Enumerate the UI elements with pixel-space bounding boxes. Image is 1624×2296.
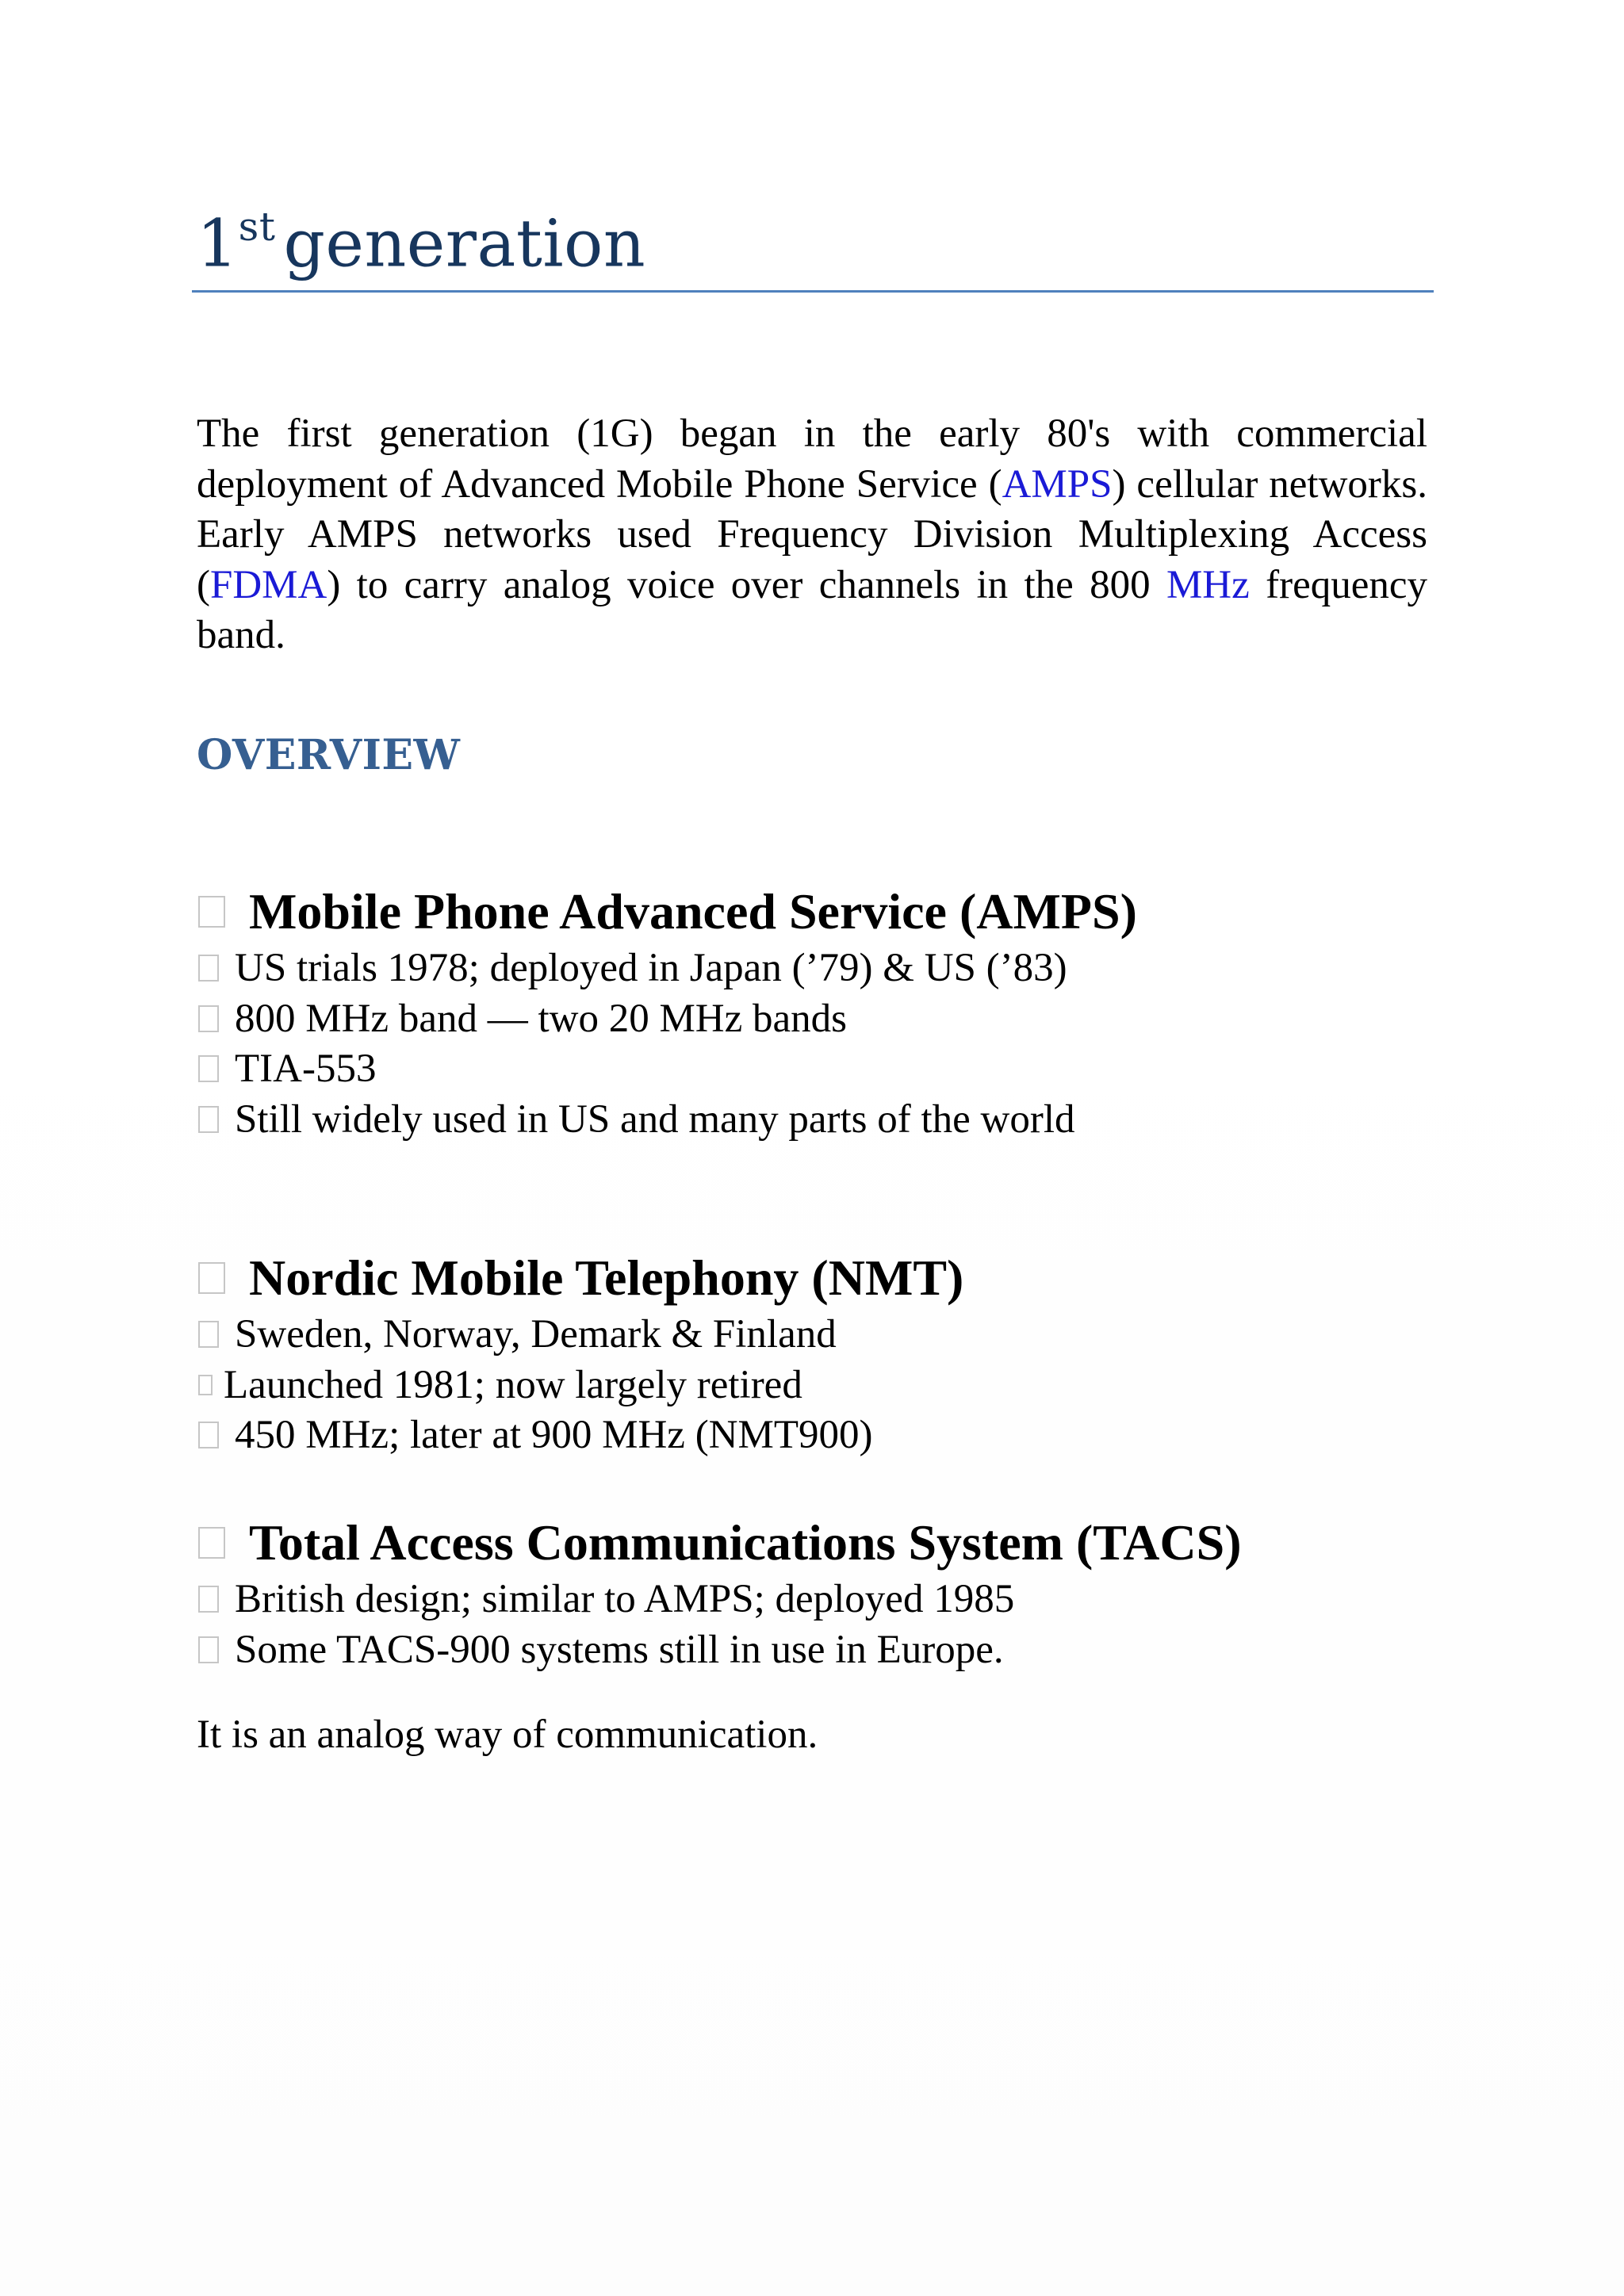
section-amps bbox=[198, 880, 1435, 1145]
list-item-text: British design; similar to AMPS; deployed 1985 bbox=[235, 1577, 1015, 1621]
section-title: Total Access Communications System (TACS) bbox=[249, 1514, 1242, 1571]
list-item bbox=[198, 943, 1435, 994]
intro-paragraph bbox=[197, 409, 1427, 661]
title-superscript: st bbox=[238, 204, 276, 250]
intro-text-4: frequency band. bbox=[197, 562, 1427, 657]
section-heading bbox=[198, 1246, 1435, 1310]
checkbox-glyph-icon bbox=[198, 1636, 219, 1663]
list-item-text: Still widely used in US and many parts of the world bbox=[235, 1096, 1075, 1142]
page-title bbox=[197, 190, 1434, 284]
list-item-text: Launched 1981; now largely retired bbox=[224, 1362, 802, 1407]
intro-text-2: ) cellular networks. Early AMPS networks used Frequency Division Multiplexing Access ( bbox=[197, 461, 1427, 607]
checkbox-glyph-icon bbox=[198, 1422, 219, 1448]
checkbox-glyph-icon bbox=[198, 955, 219, 982]
checkbox-glyph-icon bbox=[198, 1005, 219, 1032]
checkbox-glyph-icon bbox=[198, 1527, 225, 1559]
section-title: Mobile Phone Advanced Service (AMPS) bbox=[249, 883, 1137, 939]
section-nmt bbox=[198, 1246, 1435, 1461]
list-item bbox=[198, 1044, 1435, 1095]
list-item bbox=[198, 1360, 1435, 1411]
checkbox-glyph-icon bbox=[198, 1321, 219, 1348]
checkbox-glyph-icon bbox=[198, 1375, 213, 1395]
list-item bbox=[198, 1625, 1435, 1676]
overview-heading: OVERVIEW bbox=[197, 731, 461, 779]
section-title: Nordic Mobile Telephony (NMT) bbox=[249, 1249, 964, 1306]
list-item-text: 450 MHz; later at 900 MHz (NMT900) bbox=[235, 1413, 873, 1457]
checkbox-glyph-icon bbox=[198, 1055, 219, 1082]
mhz-link[interactable]: MHz bbox=[1166, 562, 1250, 607]
intro-text-3: ) to carry analog voice over channels in the 800 bbox=[327, 562, 1166, 607]
list-item bbox=[198, 1575, 1435, 1625]
list-item bbox=[198, 1310, 1435, 1360]
checkbox-glyph-icon bbox=[198, 1262, 225, 1294]
section-heading bbox=[198, 880, 1435, 943]
checkbox-glyph-icon bbox=[198, 1106, 219, 1133]
title-text: generation bbox=[283, 206, 646, 282]
section-heading bbox=[198, 1511, 1435, 1575]
title-underline bbox=[192, 290, 1434, 293]
list-item-text: 800 MHz band — two 20 MHz bands bbox=[235, 996, 847, 1041]
checkbox-glyph-icon bbox=[198, 1586, 219, 1613]
amps-link[interactable]: AMPS bbox=[1002, 461, 1113, 507]
list-item bbox=[198, 1410, 1435, 1461]
list-item bbox=[198, 1095, 1435, 1146]
section-tacs bbox=[198, 1511, 1435, 1675]
list-item-text: Sweden, Norway, Demark & Finland bbox=[235, 1312, 837, 1357]
fdma-link[interactable]: FDMA bbox=[209, 562, 327, 607]
list-item-text: TIA-553 bbox=[235, 1047, 377, 1091]
list-item-text: Some TACS-900 systems still in use in Europe. bbox=[235, 1627, 1004, 1672]
list-item bbox=[198, 994, 1435, 1045]
intro-text-1: The first generation (1G) began in the early 80's with commercial deployment of Advanced Mobile Phone Service ( bbox=[197, 411, 1427, 507]
title-number: 1 bbox=[197, 206, 239, 282]
list-item-text: US trials 1978; deployed in Japan (’79) & US (’83) bbox=[235, 946, 1067, 990]
closing-sentence: It is an analog way of communication. bbox=[197, 1712, 818, 1757]
checkbox-glyph-icon bbox=[198, 896, 225, 928]
